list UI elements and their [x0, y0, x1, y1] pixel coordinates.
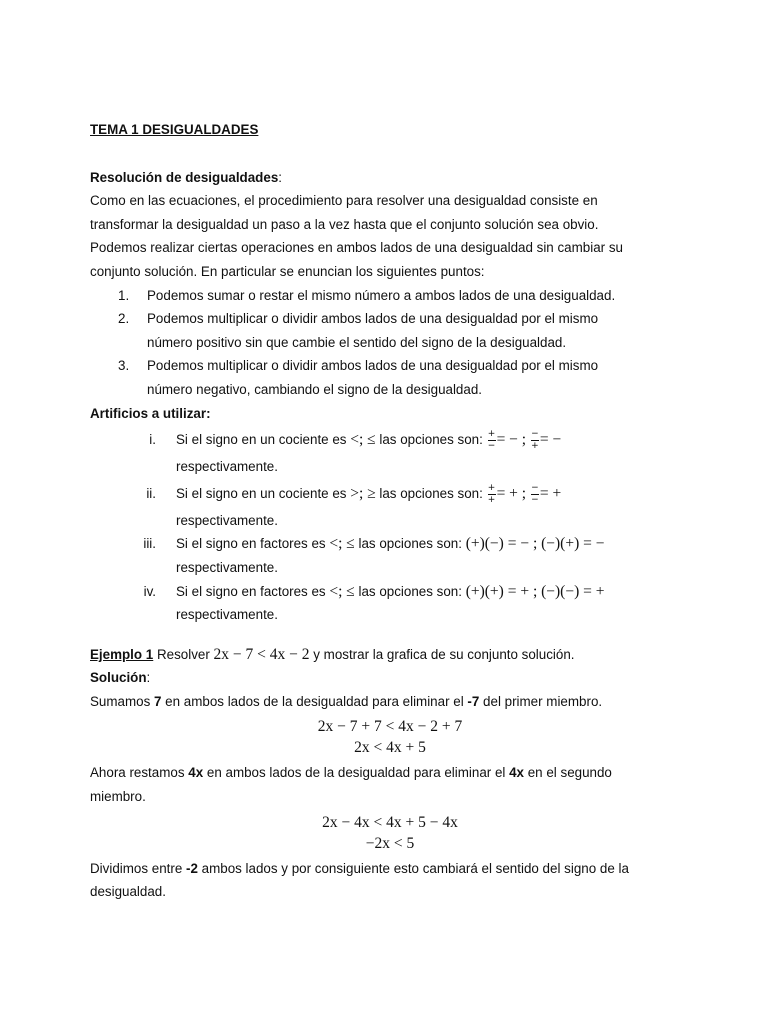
equation-line: 2x < 4x + 5 — [354, 739, 426, 757]
intro-paragraph — [90, 189, 690, 283]
example-text: y mostrar la grafica de su conjunto solución. — [309, 646, 575, 662]
list-number: 3. — [118, 358, 130, 374]
solution-heading — [90, 666, 690, 690]
step-fragment: Dividimos entre — [90, 860, 186, 876]
equals-result: = − — [539, 431, 562, 449]
inequality-sign: <; ≤ — [329, 535, 355, 553]
list-item — [90, 532, 690, 579]
equation-line: 2x − 7 + 7 < 4x − 2 + 7 — [317, 718, 463, 736]
list-item — [90, 354, 690, 401]
list-item — [90, 284, 690, 308]
step-fragment: en ambos lados de la desigualdad para eliminar el — [161, 693, 468, 709]
paragraph-line: Podemos realizar ciertas operaciones en ambos lados de una desigualdad sin cambiar su — [90, 240, 623, 256]
item-continuation: respectivamente. — [176, 559, 278, 575]
item-text: las opciones son: — [375, 485, 487, 501]
example-text: Resolver — [153, 646, 214, 662]
numerator: − — [531, 482, 539, 493]
heading-colon: : — [278, 169, 282, 185]
inequality-sign: <; ≤ — [350, 431, 376, 449]
item-text: Si el signo en un cociente es — [176, 485, 351, 501]
document-title: TEMA 1 DESIGUALDADES — [90, 122, 259, 137]
list-number: ii. — [146, 485, 156, 501]
sign-fraction — [488, 484, 496, 505]
list-number: 1. — [118, 287, 130, 303]
step-fragment: Sumamos — [90, 693, 154, 709]
equals-result: = − ; — [496, 431, 527, 449]
list-text: número negativo, cambiando el signo de la desigualdad. — [147, 381, 482, 397]
item-continuation: respectivamente. — [176, 607, 278, 623]
paragraph-line: Como en las ecuaciones, el procedimiento para resolver una desigualdad consiste en — [90, 193, 598, 209]
item-text: Si el signo en un cociente es — [176, 432, 351, 448]
list-number: 2. — [118, 311, 130, 327]
factor-expression: (+)(+) = + ; (−)(−) = + — [465, 582, 605, 600]
step-bold: -2 — [186, 860, 198, 876]
sign-fraction — [531, 430, 539, 451]
inequality-sign: >; ≥ — [350, 484, 376, 502]
step-text: desigualdad. — [90, 884, 166, 900]
item-text: las opciones son: — [354, 536, 466, 552]
section-heading — [90, 166, 690, 190]
list-number: iii. — [143, 536, 156, 552]
inequality-sign: <; ≤ — [329, 582, 355, 600]
list-number: i. — [149, 432, 156, 448]
item-text: Si el signo en factores es — [176, 536, 330, 552]
example-inequality: 2x − 7 < 4x − 2 — [213, 645, 310, 663]
numerator: + — [487, 429, 496, 440]
step-bold: 4x — [509, 765, 525, 781]
list-item — [90, 307, 690, 354]
sign-fraction — [531, 484, 539, 505]
list-item — [90, 580, 690, 627]
step-fragment: Ahora restamos — [90, 765, 189, 781]
factor-expression: (+)(−) = − ; (−)(+) = − — [465, 535, 605, 553]
step-text — [90, 761, 690, 785]
denominator: − — [531, 494, 539, 505]
paragraph-line: transformar la desigualdad un paso a la vez hasta que el conjunto solución sea obvio. — [90, 216, 599, 232]
step-fragment: en el segundo — [524, 765, 612, 781]
example-statement — [90, 643, 690, 667]
step-fragment: del primer miembro. — [479, 693, 603, 709]
example-label: Ejemplo 1 — [90, 646, 154, 662]
step-fragment: en ambos lados de la desigualdad para eliminar el — [203, 765, 510, 781]
list-number: iv. — [143, 583, 156, 599]
solution-colon: : — [146, 670, 151, 686]
numerator: + — [487, 482, 496, 493]
list-text: número positivo sin que cambie el sentido del signo de la desigualdad. — [147, 334, 567, 350]
list-item — [90, 479, 690, 533]
item-text: Si el signo en factores es — [176, 583, 330, 599]
rules-list — [90, 284, 690, 402]
document-page — [90, 118, 690, 904]
solution-label: Solución — [90, 670, 147, 686]
sign-fraction — [488, 430, 496, 451]
denominator: + — [487, 494, 496, 505]
item-continuation: respectivamente. — [176, 459, 278, 475]
step-bold: 7 — [154, 693, 162, 709]
denominator: − — [487, 441, 496, 452]
step-text — [90, 857, 690, 881]
section-heading-text: Resolución de desigualdades — [90, 169, 279, 185]
step-fragment: ambos lados y por consiguiente esto cambiará el sentido del signo de la — [197, 860, 629, 876]
equation-line: −2x < 5 — [365, 834, 415, 852]
item-text: las opciones son: — [354, 583, 466, 599]
artificios-heading: Artificios a utilizar: — [90, 405, 211, 421]
item-continuation: respectivamente. — [176, 512, 278, 528]
denominator: + — [531, 441, 539, 452]
equation-line: 2x − 4x < 4x + 5 − 4x — [322, 813, 458, 831]
list-text: Podemos multiplicar o dividir ambos lados de una desigualdad por el mismo — [147, 358, 599, 374]
step-text: miembro. — [90, 789, 146, 805]
step-bold: 4x — [188, 765, 204, 781]
equals-result: = + ; — [496, 484, 527, 502]
artificios-list — [90, 425, 690, 627]
paragraph-line: conjunto solución. En particular se enuncian los siguientes puntos: — [90, 263, 485, 279]
item-text: las opciones son: — [375, 432, 487, 448]
step-bold: -7 — [467, 693, 480, 709]
list-text: Podemos multiplicar o dividir ambos lados de una desigualdad por el mismo — [147, 311, 599, 327]
step-text — [90, 690, 690, 714]
numerator: − — [531, 429, 539, 440]
list-text: Podemos sumar o restar el mismo número a ambos lados de una desigualdad. — [147, 287, 616, 303]
list-item — [90, 425, 690, 479]
equals-result: = + — [539, 484, 562, 502]
